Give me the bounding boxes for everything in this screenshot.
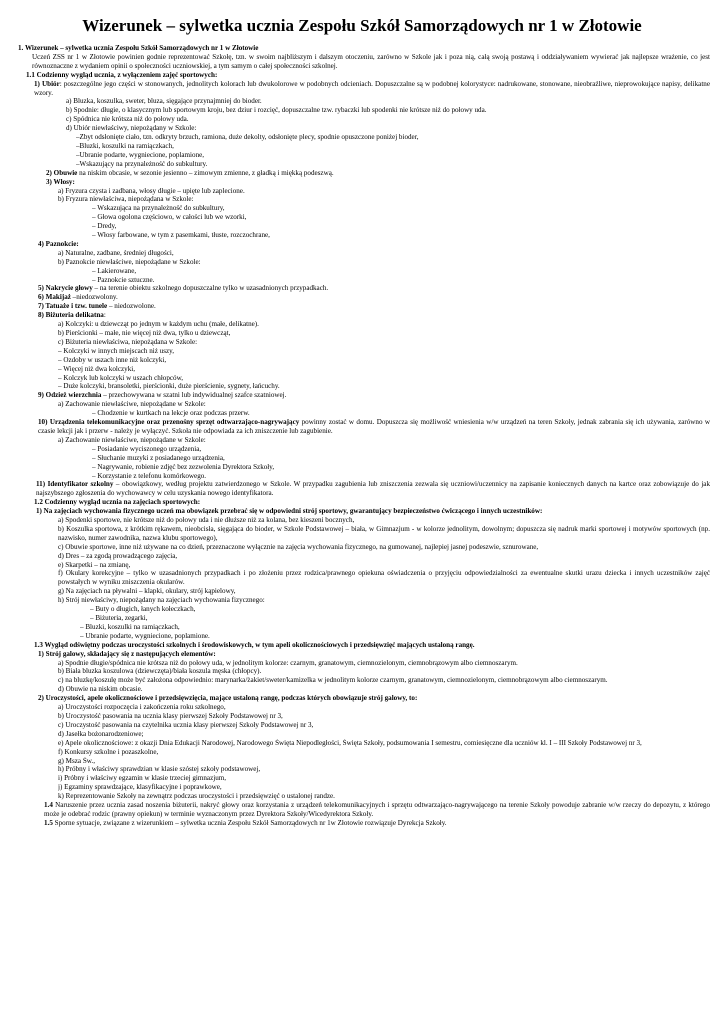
line-text: a) Fryzura czysta i zadbana, włosy długie – upięte lub zaplecione.: [58, 186, 245, 195]
text-line: [76, 160, 710, 169]
line-text: e) Skarpetki – na zmianę,: [58, 560, 131, 569]
line-text: – przechowywana w szatni lub indywidualnej szafce szatniowej.: [101, 391, 287, 400]
line-text: b) Pierścionki – małe, nie więcej niż dwa, tylko u dziewcząt,: [58, 329, 231, 337]
line-text: b) Koszulka sportowa, z krótkim rękawem, nieobcisła, sięgająca do bioder, w Szkole Podstawowej – biała, w Gimnazjum - w kolorze jednolitym, dowolnym; dopuszcza się nadruk marki sportowej i motywów sportowych (np. nazwisko, numer zawodnika, nazwa klubu sportowego),: [58, 524, 710, 542]
text-line: [58, 320, 710, 329]
line-text: a) Spodnie długie/spódnica nie krótsza niż do połowy uda, w jednolitym kolorze: czarnym, granatowym, ciemnozielonym, ciemnobrązowym albo ciemnoszarym.: [58, 658, 518, 667]
text-line: [46, 169, 710, 178]
line-text: d) Jasełka bożonarodzeniowe;: [58, 729, 144, 738]
line-text: 2) Uroczystości, apele okolicznościowe i przedsięwzięcia, mające ustaloną rangę, podczas których obowiązuje strój galowy, to:: [38, 694, 418, 703]
text-line: [92, 445, 710, 454]
text-line: [58, 587, 710, 596]
line-text: – Paznokcie sztuczne.: [92, 275, 155, 284]
text-line: [58, 712, 710, 721]
text-line: [58, 765, 710, 774]
line-text: c) Obuwie sportowe, inne niż używane na co dzień, przeznaczone wyłącznie na zajęcia wychowania fizycznego, na gumowanej, najlepiej jasnej podeszwie, sznurowane,: [58, 542, 539, 551]
line-text: Uczeń ZSS nr 1 w Złotowie powinien godnie reprezentować Szkołę, tzn. w swoim najbliższym i dalszym otoczeniu, zarówno w Szkole jak i poza nią, całą swoją postawą i oddziaływaniem wywierać jak najlepsze wrażenie, co jest równoznaczne z wydaniem opinii o społeczności uczniowskiej, a tym samym o całej społeczności szkolnej.: [32, 52, 710, 70]
line-text: – Więcej niż dwa kolczyki,: [58, 364, 135, 373]
text-line: [92, 204, 710, 213]
text-line: [32, 53, 710, 71]
line-text: : poszczególne jego części w stonowanych, jednolitych kolorach lub dwukolorowe w podobnych odcieniach. Dopuszczalne są w podobnej kolorystyce: nadrukowane, stonowane, nieobraźliwe, nieprowokujące napisy, delikatne wzory.: [34, 79, 710, 97]
line-text: – Kolczyki w innych miejscach niż uszy,: [58, 346, 174, 355]
text-line: [58, 774, 710, 783]
text-line: [38, 311, 710, 320]
line-text: – na terenie obiektu szkolnego dopuszczalne tylko w uzasadnionych przypadkach.: [92, 284, 329, 293]
line-text: a) Zachowanie niewłaściwe, niepożądane w Szkole:: [58, 435, 206, 444]
text-line: [58, 757, 710, 766]
line-text: b) Spodnie: długie, o klasycznym lub sportowym kroju, bez dziur i rozcięć, dopuszczalne tzw. rybaczki lub spodenki nie krótsze niż do połowy uda.: [66, 106, 487, 115]
line-text: a) Zachowanie niewłaściwe, niepożądane w Szkole:: [58, 400, 206, 409]
line-text: –Ubranie podarte, wygniecione, poplamione,: [76, 150, 205, 159]
line-heading: 4) Paznokcie:: [38, 239, 79, 248]
line-text: 1.2 Codzienny wygląd ucznia na zajęciach sportowych:: [34, 498, 201, 507]
text-line: [58, 569, 710, 587]
line-text: b) Fryzura niewłaściwa, niepożądana w Szkole:: [58, 195, 194, 204]
text-line: [58, 187, 710, 196]
text-line: [38, 650, 710, 659]
text-line: [58, 703, 710, 712]
text-line: [58, 356, 710, 365]
text-line: [58, 748, 710, 757]
text-line: [92, 222, 710, 231]
text-line: [58, 516, 710, 525]
line-text: :: [103, 311, 106, 320]
document-body: [14, 44, 710, 828]
text-line: [76, 151, 710, 160]
line-text: a) Spodenki sportowe, nie krótsze niż do połowy uda i nie dłuższe niż za kolana, bez kieszeni bocznych,: [58, 516, 355, 525]
text-line: [58, 400, 710, 409]
text-line: [66, 97, 710, 106]
line-text: – obowiązkowy, według projektu zatwierdzonego w Szkole. W przypadku zagubienia lub zniszczenia zezwala się uczniowi/uczennicy na zapisanie koniecznych danych na kartce oraz zobowiązuje do jak najszybszego zgłoszenia do wychowawcy w celu uzyskania nowego identyfikatora.: [36, 480, 710, 498]
text-line: [58, 596, 710, 605]
line-text: – Chodzenie w kurtkach na lekcje oraz podczas przerw.: [92, 409, 250, 418]
text-line: [34, 641, 710, 650]
line-text: d) Obuwie na niskim obcasie.: [58, 685, 143, 694]
line-heading: 3) Włosy:: [46, 177, 75, 186]
text-line: [58, 249, 710, 258]
line-text: –Bluzki, koszulki na ramiączkach,: [76, 141, 174, 150]
line-text: j) Egzaminy sprawdzające, klasyfikacyjne i poprawkowe,: [58, 783, 222, 792]
text-line: [58, 543, 710, 552]
line-text: b) Biała bluzka koszulowa (dziewczęta)/biała koszula męska (chłopcy).: [58, 667, 262, 676]
text-line: [92, 213, 710, 222]
line-text: – niedozwolone.: [107, 302, 156, 311]
line-text: b) Uroczystość pasowania na ucznia klasy pierwszej Szkoły Podstawowej nr 3,: [58, 711, 283, 720]
text-line: [58, 792, 710, 801]
text-line: [92, 231, 710, 240]
line-heading: 11) Identyfikator szkolny: [36, 480, 114, 489]
line-heading: 6) Makijaż: [38, 293, 71, 302]
text-line: [36, 480, 710, 498]
text-line: [58, 382, 710, 391]
text-line: [58, 659, 710, 668]
line-text: f) Konkursy szkolne i pozaszkolne,: [58, 747, 159, 756]
line-text: –niedozwolony.: [70, 293, 118, 302]
line-text: 1) Na zajęciach wychowania fizycznego uczeń ma obowiązek przebrać się w odpowiedni strój sportowy, gwarantujący bezpieczeństwo ćwiczącego i innych uczestników:: [36, 507, 543, 516]
line-text: – Korzystanie z telefonu komórkowego.: [92, 471, 207, 480]
line-text: – Lakierowane,: [92, 266, 137, 275]
line-text: a) Kolczyki: u dziewcząt po jednym w każdym uchu (małe, delikatne).: [58, 320, 259, 329]
text-line: [38, 293, 710, 302]
line-text: h) Strój niewłaściwy, niepożądany na zajęciach wychowania fizycznego:: [58, 596, 265, 605]
text-line: [58, 783, 710, 792]
line-text: a) Naturalne, zadbane, średniej długości,: [58, 248, 174, 257]
text-line: [92, 472, 710, 481]
text-line: [92, 276, 710, 285]
line-heading: 1.5: [44, 818, 53, 827]
text-line: [80, 623, 710, 632]
text-line: [58, 561, 710, 570]
text-line: [92, 463, 710, 472]
text-line: [58, 329, 710, 338]
line-heading: 5) Nakrycie głowy: [38, 284, 93, 293]
text-line: [66, 115, 710, 124]
text-line: [58, 436, 710, 445]
text-line: [92, 267, 710, 276]
line-text: na niskim obcasie, w sezonie jesienno – zimowym zmienne, z gładką i miękką podeszwą.: [77, 168, 334, 177]
line-text: 1.3 Wygląd odświętny podczas uroczystości szkolnych i środowiskowych, w tym apeli okolicznościowych i przedsięwzięć mających ustaloną rangę.: [34, 640, 475, 649]
text-line: [44, 801, 710, 819]
line-text: – Buty o długich, łanych kołeczkach,: [90, 605, 196, 614]
line-heading: 10) Urządzenia telekomunikacyjne oraz przenośny sprzęt odtwarzająco-nagrywający: [38, 418, 300, 427]
text-line: [92, 454, 710, 463]
line-text: g) Na zajęciach na pływalni – klapki, okulary, strój kąpielowy,: [58, 587, 236, 596]
line-heading: 9) Odzież wierzchnia: [38, 391, 102, 400]
text-line: [18, 44, 710, 53]
line-heading: 1) Ubiór: [34, 79, 60, 88]
line-text: h) Próbny i właściwy sprawdzian w klasie szóstej szkoły podstawowej,: [58, 765, 261, 774]
line-text: – Dredy,: [92, 222, 117, 231]
line-text: – Głowa ogolona częściowo, w całości lub we wzorki,: [92, 213, 247, 222]
line-text: – Włosy farbowane, w tym z pasemkami, tłuste, rozczochrane,: [92, 231, 270, 240]
text-line: [58, 721, 710, 730]
line-heading: 2) Obuwie: [46, 168, 78, 177]
line-text: 1.1 Codzienny wygląd ucznia, z wyłączeniem zajęć sportowych:: [26, 70, 218, 79]
text-line: [76, 142, 710, 151]
line-text: k) Reprezentowanie Szkoły na zewnątrz podczas uroczystości i przedsięwzięć o ustalonej randze.: [58, 792, 335, 801]
text-line: [34, 80, 710, 98]
text-line: [58, 685, 710, 694]
text-line: [58, 730, 710, 739]
text-line: [58, 347, 710, 356]
text-line: [58, 552, 710, 561]
text-line: [58, 374, 710, 383]
text-line: [38, 694, 710, 703]
line-text: – Biżuteria, zegarki,: [90, 614, 148, 622]
line-text: – Wskazująca na przynależność do subkultury,: [92, 204, 225, 213]
line-text: 1) Strój galowy, składający się z następujących elementów:: [38, 649, 216, 658]
text-line: [38, 391, 710, 400]
text-line: [44, 819, 710, 828]
line-text: – Nagrywanie, robienie zdjęć bez zezwolenia Dyrektora Szkoły,: [92, 462, 275, 471]
line-text: Naruszenie przez ucznia zasad noszenia biżuterii, nakryć głowy oraz korzystania z urządzeń telekomunikacyjnych i sprzętu odtwarzająco-nagrywającego na terenie Szkoły powoduje zabranie w/w rzeczy do depozytu, z którego może je odebrać rodzic (prawny opiekun) w terminie wyznaczonym przez Dyrektora Szkoły/Wicedyrektora Szkoły.: [44, 801, 710, 818]
document-title: Wizerunek – sylwetka ucznia Zespołu Szkół Samorządowych nr 1 w Złotowie: [82, 16, 642, 35]
text-line: [58, 676, 710, 685]
line-heading: 8) Biżuteria delikatna: [38, 311, 104, 320]
line-text: d) Dres – za zgodą prowadzącego zajęcia,: [58, 551, 178, 560]
text-line: [34, 498, 710, 507]
text-line: [58, 667, 710, 676]
line-text: e) Apele okolicznościowe: z okazji Dnia Edukacji Narodowej, Narodowego Święta Niepodległości, Święta Szkoły, podsumowania I semestru, comiesięczne dla uczniów kl. I – III Szkoły Podstawowej nr 3,: [58, 738, 642, 747]
line-text: d) Ubiór niewłaściwy, niepożądany w Szkole:: [66, 124, 197, 133]
line-heading: 1.4: [44, 801, 53, 810]
line-text: Sporne sytuacje, związane z wizerunkiem – sylwetka ucznia Zespołu Szkół Samorządowych nr 1w Złotowie rozwiązuje Dyrekcja Szkoły.: [52, 818, 447, 827]
line-heading: 7) Tatuaże i tzw. tunele: [38, 302, 108, 311]
text-line: [66, 106, 710, 115]
text-line: [58, 525, 710, 543]
text-line: [26, 71, 710, 80]
line-text: – Duże kolczyki, bransoletki, pierścionki, duże pierścienie, sygnety, łańcuchy.: [58, 382, 280, 391]
text-line: [58, 365, 710, 374]
line-text: – Ubranie podarte, wygniecione, poplamione.: [80, 631, 210, 640]
line-text: – Słuchanie muzyki z posiadanego urządzenia,: [92, 453, 225, 462]
text-line: [58, 338, 710, 347]
line-text: c) Biżuteria niewłaściwa, niepożądana w Szkole:: [58, 337, 198, 346]
line-text: –Zbyt odsłonięte ciało, tzn. odkryty brzuch, ramiona, duże dekolty, odsłonięte plecy, spodnie opuszczone poniżej bioder,: [76, 133, 419, 142]
text-line: [90, 614, 710, 623]
text-line: [58, 739, 710, 748]
line-text: 1. Wizerunek – sylwetka ucznia Zespołu Szkół Samorządowych nr 1 w Złotowie: [18, 44, 259, 52]
line-text: – Bluzki, koszulki na ramiączkach,: [80, 622, 180, 631]
line-text: c) na bluzkę/koszulę może być założona odpowiednio: marynarka/żakiet/sweter/kamizelka w jednolitym kolorze czarnym, granatowym, ciemnozielonym, ciemnobrązowym albo ciemnoszarym.: [58, 676, 608, 685]
line-text: – Kolczyk lub kolczyki w uszach chłopców,: [58, 373, 184, 382]
text-line: [92, 409, 710, 418]
line-text: b) Paznokcie niewłaściwe, niepożądane w Szkole:: [58, 257, 201, 266]
text-line: [90, 605, 710, 614]
text-line: [58, 258, 710, 267]
line-text: – Posiadanie wyciszonego urządzenia,: [92, 444, 202, 453]
line-text: a) Uroczystości rozpoczęcia i zakończenia roku szkolnego,: [58, 703, 226, 712]
text-line: [46, 178, 710, 187]
line-text: i) Próbny i właściwy egzamin w klasie trzeciej gimnazjum,: [58, 774, 227, 783]
line-text: –Wskazujący na przynależność do subkultury.: [76, 159, 208, 168]
line-text: g) Msza Św.,: [58, 756, 95, 765]
text-line: [38, 240, 710, 249]
line-text: – Ozdoby w uszach inne niż kolczyki,: [58, 355, 167, 364]
text-line: [38, 284, 710, 293]
text-line: [38, 302, 710, 311]
text-line: [36, 507, 710, 516]
text-line: [66, 124, 710, 133]
line-text: c) Spódnica nie krótsza niż do połowy uda.: [66, 115, 189, 124]
text-line: [76, 133, 710, 142]
line-text: c) Uroczystość pasowania na czytelnika ucznia klasy pierwszej Szkoły Podstawowej nr 3,: [58, 720, 314, 729]
line-text: a) Bluzka, koszulka, sweter, bluza, sięgające przynajmniej do bioder.: [66, 97, 262, 106]
text-line: [58, 195, 710, 204]
text-line: [38, 418, 710, 436]
line-text: f) Okulary korekcyjne – tylko w uzasadnionych przypadkach i po złożeniu przez rodzica/prawnego opiekuna oświadczenia o przyjęciu odpowiedzialności za ewentualne skutki urazu dziecka i innych uczestników zajęć powstałych w wyniku zniszczenia okularów.: [58, 569, 710, 587]
text-line: [80, 632, 710, 641]
line-text: powinny zostać w domu. Dopuszcza się możliwość wniesienia w/w urządzeń na teren Szkoły, jednak zabrania się ich używania, zarówno w czasie lekcji jak i przerw - należy je wyłączyć. Szkoła nie odpowiada za ich zniszczenie lub zagubienie.: [38, 418, 710, 435]
